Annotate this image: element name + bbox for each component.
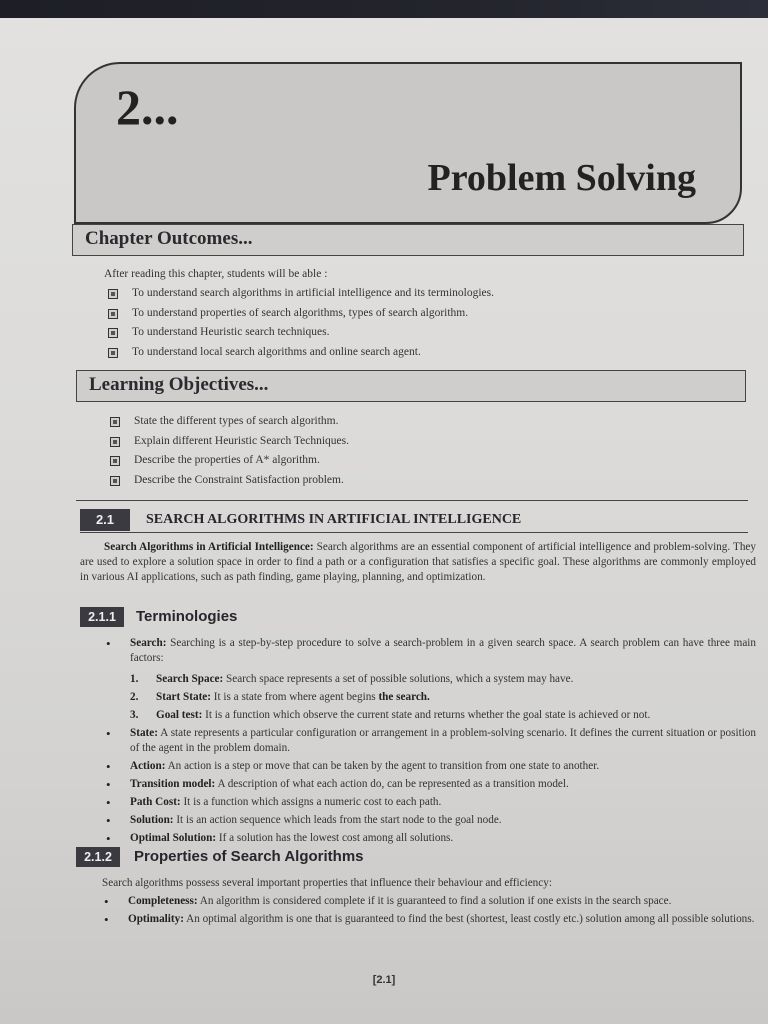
- section-underline: [80, 532, 748, 533]
- objectives-list: [106, 412, 726, 490]
- list-item: • State: A state represents a particular configuration or arrangement in a problem-solving scenario. It defines the current situation or position of the agent in the problem domain.: [102, 726, 756, 756]
- page-number: [2.1]: [372, 974, 396, 986]
- properties-list: [100, 894, 758, 930]
- list-item: To understand Heuristic search techniques.: [104, 323, 724, 343]
- objectives-heading: Learning Objectives...: [89, 374, 269, 395]
- objectives-heading-bar: [76, 370, 746, 402]
- section-title: SEARCH ALGORITHMS IN ARTIFICIAL INTELLIGENCE: [146, 512, 522, 527]
- chapter-number: 2...: [116, 79, 179, 135]
- list-item: Explain different Heuristic Search Techniques.: [106, 432, 726, 452]
- divider: [76, 500, 748, 501]
- list-item: • Completeness: An algorithm is considered complete if it is guaranteed to find a solution if one exists in the search space.: [100, 894, 758, 909]
- section-paragraph: Search algorithms possess several important properties that influence their behaviour and efficiency:: [102, 877, 552, 889]
- section-number: 2.1: [80, 509, 130, 531]
- list-item: 2. Start State: It is a state from where agent begins the search.: [130, 691, 430, 703]
- list-item: To understand properties of search algorithms, types of search algorithm.: [104, 304, 724, 324]
- list-item: 1. Search Space: Search space represents a set of possible solutions, which a system may have.: [130, 673, 574, 685]
- section-paragraph: Search Algorithms in Artificial Intelligence: Search algorithms are an essential component of artificial intelligence and problem-solving. They are used to explore a solution space in order to find a path or a configuration that satisfies a specific goal. These algorithms are commonly employed in various AI applications, such as path finding, game playing, planning, and optimization.: [80, 541, 756, 583]
- search-factors-list: [130, 672, 754, 726]
- outcomes-list: [104, 284, 724, 362]
- book-page: [0, 18, 768, 1024]
- list-item: To understand search algorithms in artificial intelligence and its terminologies.: [104, 284, 724, 304]
- outcomes-heading: Chapter Outcomes...: [85, 228, 253, 249]
- subsection-number: 2.1.1: [80, 607, 124, 627]
- term: Search Algorithms in Artificial Intelligence:: [104, 541, 314, 553]
- list-item: 3. Goal test: It is a function which observe the current state and returns whether the goal state is achieved or not.: [130, 709, 651, 721]
- list-item: • Solution: It is an action sequence which leads from the start node to the goal node.: [102, 813, 756, 828]
- outcomes-intro: After reading this chapter, students will be able :: [104, 268, 328, 280]
- list-item: State the different types of search algorithm.: [106, 412, 726, 432]
- subsection-title: Properties of Search Algorithms: [134, 848, 364, 865]
- chapter-title-box: [74, 62, 742, 224]
- list-item: To understand local search algorithms and online search agent.: [104, 343, 724, 363]
- list-item: • Optimality: An optimal algorithm is one that is guaranteed to find the best (shortest, least costly etc.) solution among all possible solutions.: [100, 912, 758, 927]
- list-item: • Search: Searching is a step-by-step procedure to solve a search-problem in a given search space. A search problem can have three main factors:: [102, 636, 756, 666]
- list-item: • Path Cost: It is a function which assigns a numeric cost to each path.: [102, 795, 756, 810]
- list-item: • Action: An action is a step or move that can be taken by the agent to transition from one state to another.: [102, 759, 756, 774]
- list-item: • Optimal Solution: If a solution has the lowest cost among all solutions.: [102, 831, 756, 846]
- subsection-number: 2.1.2: [76, 847, 120, 867]
- search-list: [102, 636, 756, 669]
- list-item: Describe the properties of A* algorithm.: [106, 451, 726, 471]
- terminology-list: [102, 726, 756, 849]
- outcomes-heading-bar: [72, 224, 744, 256]
- subsection-title: Terminologies: [136, 608, 238, 625]
- chapter-title: Problem Solving: [427, 157, 696, 199]
- list-item: • Transition model: A description of what each action do, can be represented as a transition model.: [102, 777, 756, 792]
- list-item: Describe the Constraint Satisfaction problem.: [106, 471, 726, 491]
